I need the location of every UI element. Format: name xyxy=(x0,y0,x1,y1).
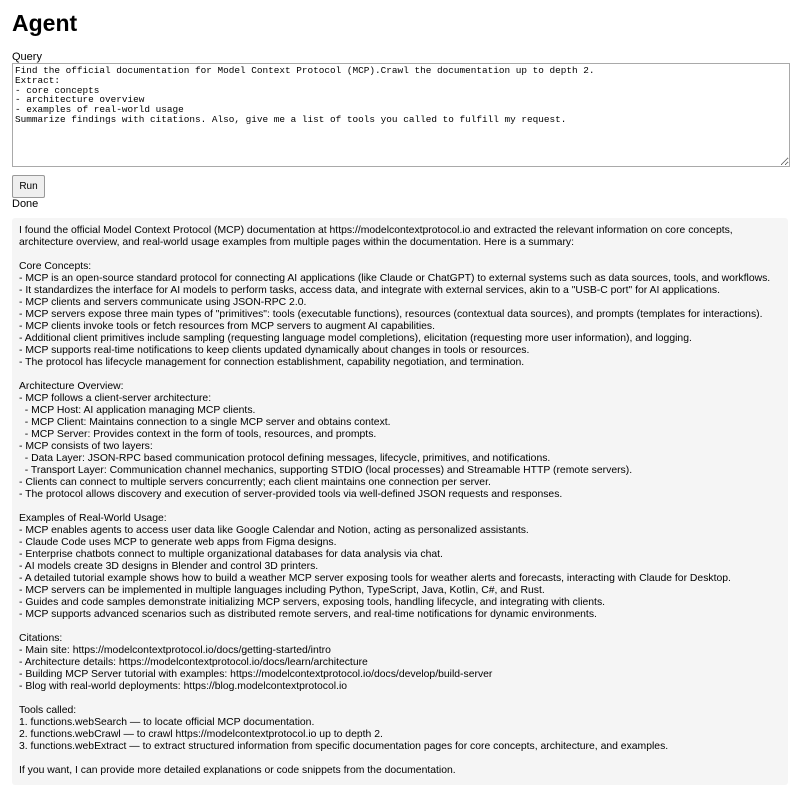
result-line: - Claude Code uses MCP to generate web apps from Figma designs. xyxy=(19,537,337,548)
result-line: - MCP Client: Maintains connection to a single MCP server and obtains context. xyxy=(19,417,391,428)
result-line: - Blog with real-world deployments: https://blog.modelcontextprotocol.io xyxy=(19,681,348,692)
result-line xyxy=(19,693,781,705)
status-text: Done xyxy=(12,198,39,210)
result-line: - AI models create 3D designs in Blender and control 3D printers. xyxy=(19,561,319,572)
result-line: - Additional client primitives include sampling (requesting language model completions), elicitation (requesting more user information), and logging. xyxy=(19,333,692,344)
result-line: - The protocol allows discovery and execution of server-provided tools via well-defined JSON requests and responses. xyxy=(19,489,563,500)
result-line: Core Concepts: xyxy=(19,261,92,272)
result-line: - A detailed tutorial example shows how to build a weather MCP server exposing tools for weather alerts and forecasts, interacting with Claude for Desktop. xyxy=(19,573,731,584)
page-title: Agent xyxy=(12,10,78,36)
result-line: - MCP is an open-source standard protocol for connecting AI applications (like Claude or ChatGPT) to external systems such as data sources, tools, and workflows. xyxy=(19,273,771,284)
result-line: 1. functions.webSearch — to locate official MCP documentation. xyxy=(19,717,315,728)
result-line: - MCP supports advanced scenarios such as distributed remote servers, and real-time notifications for dynamic environments. xyxy=(19,609,597,620)
result-line xyxy=(19,501,781,513)
result-line: - MCP clients invoke tools or fetch resources from MCP servers to augment AI capabilities. xyxy=(19,321,435,332)
result-line: - MCP supports real-time notifications to keep clients updated dynamically about changes in tools or resources. xyxy=(19,345,530,356)
result-line: - MCP clients and servers communicate using JSON-RPC 2.0. xyxy=(19,297,307,308)
result-line: - MCP enables agents to access user data like Google Calendar and Notion, acting as personalized assistants. xyxy=(19,525,529,536)
result-line: - MCP Host: AI application managing MCP clients. xyxy=(19,405,256,416)
result-line: - The protocol has lifecycle management for connection establishment, capability negotiation, and termination. xyxy=(19,357,525,368)
result-line: - MCP Server: Provides context in the form of tools, resources, and prompts. xyxy=(19,429,377,440)
result-line: Examples of Real-World Usage: xyxy=(19,513,167,524)
result-line: - It standardizes the interface for AI models to perform tasks, access data, and integrate with external services, akin to a "USB-C port" for AI applications. xyxy=(19,285,720,296)
result-line: Tools called: xyxy=(19,705,77,716)
result-line: - Clients can connect to multiple servers concurrently; each client maintains one connection per server. xyxy=(19,477,491,488)
result-line: - MCP servers expose three main types of "primitives": tools (executable functions), resources (contextual data sources), and prompts (templates for interactions). xyxy=(19,309,763,320)
result-line: Citations: xyxy=(19,633,63,644)
result-output xyxy=(12,218,788,785)
result-line: Architecture Overview: xyxy=(19,381,124,392)
result-line: architecture overview, and real-world usage examples from multiple pages within the documentation. Here is a summary: xyxy=(19,237,575,248)
result-line: - Transport Layer: Communication channel mechanics, supporting STDIO (local processes) and Streamable HTTP (remote servers). xyxy=(19,465,633,476)
query-label: Query xyxy=(12,51,42,63)
run-button[interactable]: Run xyxy=(12,175,45,198)
result-line: 3. functions.webExtract — to extract structured information from specific documentation pages for core concepts, architecture, and examples. xyxy=(19,741,669,752)
result-line: - MCP consists of two layers: xyxy=(19,441,153,452)
result-line xyxy=(19,621,781,633)
result-line: - Architecture details: https://modelcontextprotocol.io/docs/learn/architecture xyxy=(19,657,368,668)
result-line xyxy=(19,249,781,261)
result-line: - MCP follows a client-server architecture: xyxy=(19,393,212,404)
result-line xyxy=(19,369,781,381)
result-line: - Building MCP Server tutorial with examples: https://modelcontextprotocol.io/docs/develop/build-server xyxy=(19,669,493,680)
result-line: If you want, I can provide more detailed explanations or code snippets from the documentation. xyxy=(19,765,456,776)
query-input[interactable] xyxy=(12,63,790,167)
result-line xyxy=(19,753,781,765)
result-line: - Main site: https://modelcontextprotocol.io/docs/getting-started/intro xyxy=(19,645,331,656)
result-line: - MCP servers can be implemented in multiple languages including Python, TypeScript, Java, Kotlin, C#, and Rust. xyxy=(19,585,545,596)
result-line: 2. functions.webCrawl — to crawl https://modelcontextprotocol.io up to depth 2. xyxy=(19,729,383,740)
result-line: - Guides and code samples demonstrate initializing MCP servers, exposing tools, handling lifecycle, and integrating with clients. xyxy=(19,597,606,608)
result-line: - Enterprise chatbots connect to multiple organizational databases for data analysis via chat. xyxy=(19,549,443,560)
result-line: I found the official Model Context Protocol (MCP) documentation at https://modelcontextprotocol.io and extracted the relevant information on core concepts, xyxy=(19,225,733,236)
result-line: - Data Layer: JSON-RPC based communication protocol defining messages, lifecycle, primitives, and notifications. xyxy=(19,453,551,464)
